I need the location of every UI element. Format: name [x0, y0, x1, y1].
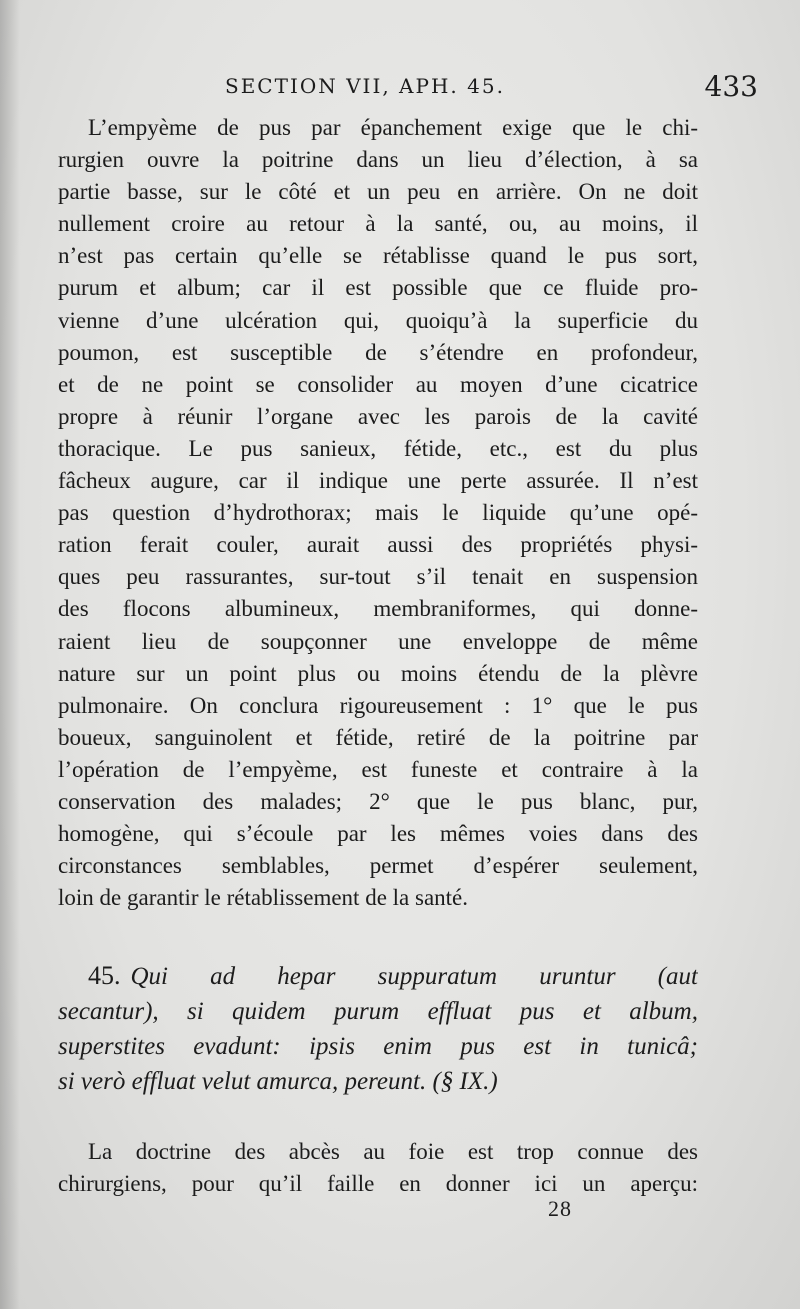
text-line: nature sur un point plus ou moins étendu de la plèvre: [58, 660, 698, 686]
text-line: pas question d’hydrothorax; mais le liquide qu’une opé-: [58, 500, 698, 526]
page-number: 433: [704, 70, 758, 103]
text-line: homogène, qui s’écoule par les mêmes voies dans des: [58, 821, 698, 847]
page-header: [60, 70, 760, 110]
text-line: raient lieu de soupçonner une enveloppe de même: [58, 628, 698, 654]
text-line: loin de garantir le rétablissement de la santé.: [58, 885, 469, 911]
text-line: pulmonaire. On conclura rigoureusement : 1° que le pus: [58, 692, 698, 718]
running-head: SECTION VII, APH. 45.: [225, 74, 505, 98]
aphorism-line: si verò effluat velut amurca, pereunt. (§ IX.): [58, 1068, 498, 1095]
text-line: l’opération de l’empyème, est funeste et contraire à la: [58, 756, 698, 782]
aphorism-line: [58, 958, 698, 994]
text-line: purum et album; car il est possible que ce fluide pro-: [58, 275, 698, 301]
text-line: vienne d’une ulcération qui, quoiqu’à la superficie du: [58, 307, 698, 333]
text-line: des flocons albumineux, membraniformes, qui donne-: [58, 596, 698, 622]
text-line: et de ne point se consolider au moyen d’une cicatrice: [58, 371, 698, 397]
signature-mark: 28: [548, 1196, 572, 1221]
text-line: rurgien ouvre la poitrine dans un lieu d’élection, à sa: [58, 147, 698, 173]
text-line: ques peu rassurantes, sur-tout s’il tenait en suspension: [58, 564, 698, 590]
text-line: chirurgiens, pour qu’il faille en donner ici un aperçu:: [58, 1171, 698, 1197]
text-line: circonstances semblables, permet d’espérer seulement,: [58, 853, 698, 879]
aphorism-line: secantur), si quidem purum effluat pus et album,: [58, 998, 698, 1025]
text-line: nullement croire au retour à la santé, ou, au moins, il: [58, 211, 698, 237]
text-line: partie basse, sur le côté et un peu en arrière. On ne doit: [58, 179, 698, 205]
aphorism-number: 45.: [88, 961, 121, 990]
text-line: [58, 112, 698, 144]
aphorism-line: superstites evadunt: ipsis enim pus est in tunicâ;: [58, 1033, 698, 1060]
text-line-content: L’empyème de pus par épanchement exige que le chi-: [88, 115, 698, 140]
aphorism-text: Qui ad hepar suppuratum uruntur (aut: [130, 963, 698, 990]
commentary-paragraph: [58, 112, 698, 914]
gutter-shadow: [0, 0, 20, 1309]
text-line: ration ferait couler, aurait aussi des propriétés physi-: [58, 532, 698, 558]
text-line: n’est pas certain qu’elle se rétablisse quand le pus sort,: [58, 243, 698, 269]
aphorism-block: [58, 958, 698, 1099]
text-line: La doctrine des abcès au foie est trop connue des: [88, 1139, 698, 1164]
text-line: conservation des malades; 2° que le pus blanc, pur,: [58, 788, 698, 814]
text-line: thoracique. Le pus sanieux, fétide, etc., est du plus: [58, 435, 698, 461]
text-line: boueux, sanguinolent et fétide, retiré de la poitrine par: [58, 724, 698, 750]
text-line: poumon, est susceptible de s’étendre en profondeur,: [58, 339, 698, 365]
text-line: propre à réunir l’organe avec les parois de la cavité: [58, 403, 698, 429]
text-line: fâcheux augure, car il indique une perte assurée. Il n’est: [58, 468, 698, 494]
closing-paragraph: [58, 1136, 698, 1200]
